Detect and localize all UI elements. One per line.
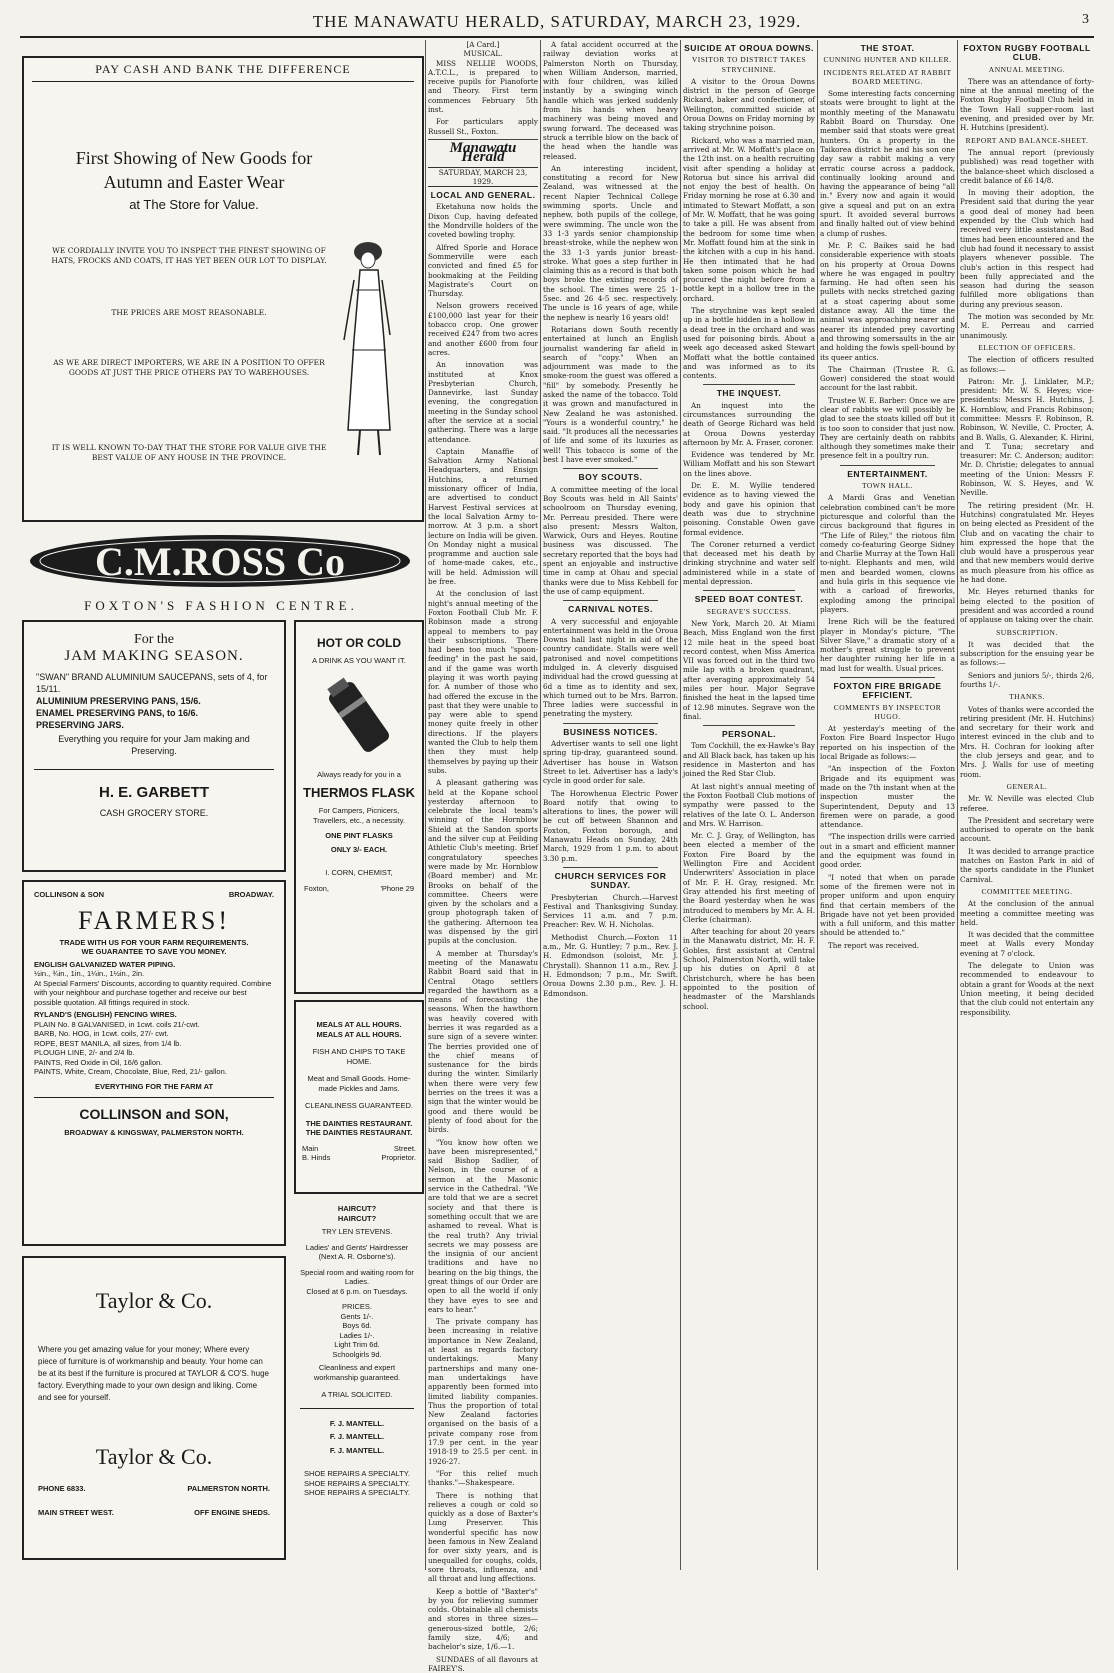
jam-item-saucepans: "SWAN" BRAND ALUMINIUM SAUCEPANS, sets of 4, for 15/11. [36, 672, 268, 694]
jam-item-everything: Everything you require for your Jam making and Preserving. [58, 734, 250, 756]
paragraph: In moving their adoption, the President said that during the year a good deal of money had been expended by the Club which had received very little assistance. Bad times had been encountered and the club had found it necessary to assist players whenever possible. The club's action in this respect had been fully appreciated and the season had during the season fulfilled more obligations than during any previous season. [960, 188, 1094, 309]
farmers-shop-name: COLLINSON and SON, [79, 1106, 229, 1122]
section-heading: CARNIVAL NOTES. [568, 604, 653, 615]
section-subheading: THANKS. [1009, 692, 1045, 702]
farmers-line5: At Special Farmers' Discounts, according to quantity required. Combine with your neighbour and purchase together and receive our best possible quotation. All fittings required in stock. [34, 978, 272, 1007]
farmers-line2: WE GUARANTEE TO SAVE YOU MONEY. [81, 947, 227, 956]
farmers-line13: EVERYTHING FOR THE FARM AT [94, 1081, 214, 1091]
ad-title-line1: First Showing of New Goods for [75, 148, 313, 168]
paragraph: Rickard, who was a married man, arrived at Mr. W. Moffatt's place on the 12th inst. on a health recruiting visit after spending a holiday at Rotorua but since his arrival did not enjoy the best of health. On Friday morning he rose at 6.30 and intimated to Stewart Moffatt, a son of Mr. W. Moffatt, that he was going to take a pill. He was absent from the bedroom for some time when Mr. Moffatt found him at the sink in the kitchen with a cup in his hand. He then intimated that he had taken some poison which he had procured the night before from a bottle kept in a hollow tree in the orchard. [683, 135, 815, 303]
meals-line5: CLEANLINESS GUARANTEED. [305, 1101, 413, 1110]
farmers-top-left: COLLINSON & SON [34, 890, 105, 899]
thermos-line7: ONLY 3/- EACH. [330, 844, 388, 854]
paragraph: A pleasant gathering was held at the Kopane school yesterday afternoon to celebrate the local team's winning of the Hornblow Shield at the Sandon sports and the silver cup at Feilding Athletic Club's meeting. Brief congratulatory speeches were made by Mr. Hornblow (Board member) and Mr. Brooks on behalf of the committee. Cheers were given by the scholars and a group photograph taken of the gathering. Afternoon tea was dispensed by the girl pupils at the conclusion. [428, 778, 538, 946]
ad-title-line3: at The Store for Value. [129, 197, 259, 212]
thermos-line2: A DRINK AS YOU WANT IT. [312, 656, 406, 665]
meals-line9: Street. [393, 1143, 416, 1153]
newspaper-flag: Manawatu Herald [449, 139, 517, 166]
farmers-line7: PLAIN No. 8 GALVANISED, in 1cwt. coils 21/-cwt. [34, 1019, 200, 1029]
section-subheading: ANNUAL MEETING. [988, 64, 1066, 74]
haircut-line14: A TRIAL SOLICITED. [321, 1390, 393, 1399]
section-subheading: GENERAL. [1006, 781, 1048, 791]
thermos-line8: I. CORN, CHEMIST, [325, 868, 393, 877]
meals-line1: MEALS AT ALL HOURS. [316, 1020, 402, 1029]
taylor-name-2: Taylor & Co. [95, 1444, 213, 1469]
meals-line7: THE DAINTIES RESTAURANT. [305, 1128, 413, 1137]
paragraph: An inquest into the circumstances surrounding the death of George Richard was held at Oroua Downs yesterday afternoon by Mr. A. Fraser, coroner. [683, 400, 815, 447]
section-subheading: SUBSCRIPTION. [996, 627, 1058, 637]
thermos-line10: 'Phone 29 [380, 883, 414, 893]
column-rule [680, 40, 681, 1570]
jam-item-jars: PRESERVING JARS. [36, 720, 124, 730]
paragraph: Patron: Mr. J. Linklater, M.P.; president: Mr. W. S. Heyes; vice-presidents: Messrs H. Hutchins, J. K. Hornblow, and Francis Robinson; committee: Messrs F. Robinson, R. Robinson, W. Neville, C. Procter, A. and B. Walls, G. Alexander, K. Hirini, and T. Tuna; secretary and treasurer: Mr. C. Anderson; auditor: Mr. D. Christie; delegates to annual meeting of the Union: Messrs F. Robinson, W. S. Heyes, and W. Neville. [960, 376, 1094, 498]
paragraph: It was decided that the subscription for the ensuing year be as follows:— [960, 639, 1094, 668]
masthead-title: THE MANAWATU HERALD, SATURDAY, MARCH 23, 1929. [312, 12, 802, 31]
meals-line4: Meat and Small Goods. Home-made Pickles and Jams. [307, 1074, 411, 1093]
column-local-news [428, 40, 538, 1673]
paragraph: At the conclusion of last night's annual meeting of the Foxton Football Club Mr. F. Robinson made a strong appeal to members to pay their subscriptions. There had been too much "spoon-feeding" in the past he said, and if the game was worth playing it was worth paying for. A number of those who had offered the excuse in the past that they were unable to pay were able to spend money quite freely in other directions. If the players wanted the Club to help them then they must help themselves by paying up their subs. [428, 589, 538, 775]
meals-line6: THE DAINTIES RESTAURANT. [305, 1118, 413, 1128]
jam-line2: JAM MAKING SEASON. [64, 648, 244, 664]
paragraph: The report was received. [828, 940, 920, 950]
column-rule [957, 40, 958, 1570]
paragraph: "An inspection of the Foxton Brigade and its equipment was made on the 7th instant when at the inspection muster the Superintendent, Deputy and 13 firemen were on parade, a good attendance. [820, 764, 955, 830]
column-rule [425, 40, 426, 1570]
paragraph: Evidence was tendered by Mr. William Moffatt and his son Stewart on the lines above. [683, 450, 815, 478]
section-heading: THE STOAT. [860, 43, 915, 53]
farmers-line12: PAINTS, White, Cream, Chocolate, Blue, Red, 21/- gallon. [34, 1067, 227, 1076]
paragraph: Tom Cockhill, the ex-Hawke's Bay and All Black back, has taken up his residence in Masterton and has joined the Red Star Club. [683, 741, 815, 779]
column-general-news [543, 40, 678, 1570]
meals-line3: FISH AND CHIPS TO TAKE HOME. [312, 1047, 406, 1066]
paragraph: The Horowhenua Electric Power Board notify that owing to alterations to lines, the power will be cut off between Shannon and Foxton, Foxton borough, and Manawatu Heads on Sunday, 24th March, 1929 from 1 p.m. to about 3.30 p.m. [543, 788, 678, 863]
paragraph: New York, March 20. At Miami Beach, Miss England won the first 12 mile heat in the speed boat record contest, when Miss America VII was forced out in the third two mile lap with a broken quadrant, after averaging approximately 54 miles per hour. Major Segrave finished the heat in the lapsed time of 12.98 minutes. Segrave won the final. [683, 618, 815, 721]
paragraph: After teaching for about 20 years in the Manawatu district, Mr. H. F. Gobles, first assistant at Central School, Palmerston North, will take up his duties on April 8 at Christchurch, where he has been appointed to the position of headmaster of the Marshlands school. [683, 927, 815, 1011]
ad-headline: PAY CASH AND BANK THE DIFFERENCE [95, 62, 351, 76]
thermos-line1: HOT OR COLD [317, 636, 401, 650]
haircut-line3: TRY LEN STEVENS. [321, 1227, 393, 1236]
haircut-line11: Light Trim 6d. [334, 1340, 380, 1349]
paragraph: Irene Rich will be the featured player in Monday's picture, "The Silver Slave," a dramatic story of a mother's great struggle to prevent her daughter ruining her life in a mad lust for wealth. Usual prices. [820, 617, 955, 673]
jam-item-alu-pans: ALUMINIUM PRESERVING PANS, 15/6. [36, 696, 201, 706]
paragraph: "For this relief much thanks."—Shakespeare. [428, 1468, 538, 1488]
paragraph: Seniors and juniors 5/-, thirds 2/6, fourths 1/-. [960, 670, 1094, 689]
paragraph: SUNDAES of all flavours at FAIREY'S. [428, 1654, 538, 1673]
paragraph: Alfred Sporle and Horace Sommerville were each convicted and fined £5 for bookmaking at the Feilding Magistrate's Court on Thursday. [428, 242, 538, 299]
issue-date: SATURDAY, MARCH 23, 1929. [428, 167, 538, 188]
meals-line8: Main [302, 1143, 319, 1153]
ross-logo [20, 530, 420, 600]
paragraph: The private company has been increasing in relative importance in New Zealand, at least as regards factory undertakings. Many partnerships and many one-man undertakings have apparently been formed into limited liability companies. Thus the proportion of total New Zealand factories organised on the basis of a private company rose from 17.9 per cent. in the year 1918-19 to 25.5 per cent. in 1926-27. [428, 1317, 538, 1466]
section-heading: PERSONAL. [721, 729, 777, 740]
paragraph: Keep a bottle of "Baxter's" by you for relieving summer colds. Obtainable all chemists and stores in three sizes—generous-sized bottle, 2/6; family size, 4/6; and bachelor's size, 1/6.—1. [428, 1586, 538, 1652]
taylor-body: Where you get amazing value for your money; Where every piece of furniture is of workmanship and beauty. Your home can be at its best if the furniture is procured at TAYLOR & CO'S. huge factory. Everything made to your own design and liking. Come and see for yourself. [38, 1345, 269, 1402]
paragraph: Mr. Heyes returned thanks for being elected to the position of president and was accorded a round of applause on taking over the chair. [960, 587, 1094, 625]
paragraph: A Mardi Gras and Venetian celebration combined can't be more picturesque and colorful than the circus background that figures in "The Life of Riley," the riotous film comedy co-featuring George Sidney and Charlie Murray at the Town Hall to-night. Elephants and men, wild men and bearded women, clowns and hula girls in this sequence vie with a carload of fireworks, exploding among the principal players. [820, 493, 955, 614]
mantell-shoe1: SHOE REPAIRS A SPECIALTY. [304, 1469, 410, 1478]
section-heading: BOY SCOUTS. [578, 472, 643, 483]
section-subheading: TOWN HALL. [861, 481, 914, 491]
haircut-line6: Closed at 6 p.m. on Tuesdays. [306, 1286, 408, 1296]
farmers-line11: PAINTS, Red Oxide in Oil, 16/6 gallon. [34, 1057, 163, 1067]
card-label: [A Card.] [466, 40, 500, 49]
taylor-phone: PHONE 6833. [38, 1484, 86, 1493]
ross-logo-text: C.M.ROSS Co [94, 539, 346, 584]
column-suicide-report [683, 40, 815, 1570]
farmers-line6: RYLAND'S (ENGLISH) FENCING WIRES. [34, 1010, 177, 1019]
farmers-line1: TRADE WITH US FOR YOUR FARM REQUIREMENTS. [59, 937, 249, 947]
ad-thermos [294, 620, 424, 994]
mantell-line1: F. J. MANTELL. [329, 1418, 385, 1428]
paragraph: Some interesting facts concerning stoats were brought to light at the monthly meeting of the Manawatu Rabbit Board on Thursday. One member said that stoats were great hunters. On a property in the Taikorea district he and his son one day saw a rabbit making a very erratic course across a paddock, continually looking around and having the appearance of being "all in." Every now and again it would give a squeal and put on an extra spurt. It avoided several burrows and finally halted out of view behind a clump of rushes. [820, 89, 955, 238]
paragraph: The delegate to Union was recommended to endeavour to obtain a grant for Woods at the next Union meeting, it being decided that the club could not entertain any responsibility. [960, 961, 1094, 1017]
section-subheading: COMMENTS BY INSPECTOR HUGO. [833, 702, 942, 721]
taylor-depot: OFF ENGINE SHEDS. [194, 1507, 270, 1517]
paragraph: Nelson growers received £100,000 last year for their tobacco crop. One grower received £247 from two acres and another £600 from four acres. [428, 301, 538, 357]
paragraph: A fatal accident occurred at the railway deviation works at Palmerston North on Thursday, when William Anderson, married, with four children, was killed instantly by a swinging winch handle which was jerked suddenly from his hands when heavy machinery was being moved and swung forward. The deceased was struck a terrible blow on the back of the head when the handle was released. [543, 40, 678, 161]
ad-para-4: IT IS WELL KNOWN TO-DAY THAT THE STORE FOR VALUE GIVE THE BEST VALUE OF ANY HOUSE IN THE PROVINCE. [51, 443, 327, 462]
jam-item-enamel-pans: ENAMEL PRESERVING PANS, to 16/6. [36, 708, 199, 718]
paragraph: Mr. C. J. Gray, of Wellington, has been elected a member of the Foxton Fire Board by the Wellington Fire and Accident Underwriters' Association in place of Mr. F. H. Gray, resigned. Mr. Gray attended his first meeting of the Board yesterday when he was introduced to members by Mr. A. H. Clerke (chairman). [683, 831, 815, 924]
ad-para-2: THE PRICES ARE MOST REASONABLE. [111, 308, 267, 317]
paragraph: Rotarians down South recently entertained at lunch an English journalist wandering far afield in search of "copy." When an adjournment was made to the smoke-room the guest was offered a "fill" by somebody. Presently he asked the name of the tobacco. Told it was grown and manufactured in New Zealand he was astonished. "Yours is a wonderful country," he said. "It produces all the necessaries of life and some of its luxuries as well! This tobacco is some of the best I have ever smoked." [543, 324, 678, 465]
section-heading: THE INQUEST. [716, 388, 782, 399]
fashion-illustration [330, 230, 400, 460]
jam-shop-sub: CASH GROCERY STORE. [99, 808, 209, 818]
section-heading: BUSINESS NOTICES. [563, 726, 658, 737]
meals-line11: Proprietor. [381, 1153, 416, 1162]
mantell-line2: F. J. MANTELL. [329, 1432, 385, 1441]
ad-taylor [22, 1256, 286, 1560]
section-heading: LOCAL AND GENERAL. [430, 190, 536, 201]
ad-para-3: AS WE ARE DIRECT IMPORTERS, WE ARE IN A POSITION TO OFFER GOODS AT JUST THE PRICE OTHERS PAY TO WAREHOUSES. [53, 358, 325, 377]
section-heading: ENTERTAINMENT. [847, 468, 928, 479]
taylor-name: Taylor & Co. [95, 1288, 213, 1313]
farmers-line8: BARB, No. HOG, in 1cwt. coils, 27/- cwt. [34, 1029, 169, 1038]
masthead [20, 12, 1094, 38]
paragraph: It was decided to arrange practice matches on Easton Park in aid of the sports candidate in the Plunket Carnival. [960, 846, 1094, 884]
ad-meals [294, 1000, 424, 1194]
paragraph: The motion was seconded by Mr. M. E. Perreau and carried unanimously. [960, 312, 1094, 340]
paragraph: Trustee W. E. Barber: Once we are clear of rabbits we will possibly be glad to see the stoats killed off but it is too soon to consider that just now. They are certainly death on rabbits although they sometimes make their presence felt in a poultry run. [820, 395, 955, 461]
paragraph: Captain Manaffie of Salvation Army National Headquarters, and Ensign Hutchins, a returned missionary officer of India, are advertised to conduct Harvest Festival services at the local Salvation Army to-morrow. At 3 p.m. a short lecture on India will be given. On Monday night a musical programme and auction sale of home-made cakes, etc., will be held. Admission will be free. [428, 446, 538, 587]
ad-title-line2: Autumn and Easter Wear [103, 172, 285, 192]
thermos-line5: For Campers, Picnicers, Travellers, etc., a necessity. [312, 806, 406, 825]
musical-heading: MUSICAL. [463, 49, 503, 59]
section-subheading: VISITOR TO DISTRICT TAKES STRYCHNINE. [691, 55, 807, 74]
section-subheading: INCIDENTS RELATED AT RABBIT BOARD MEETING. [823, 67, 952, 86]
paragraph: "You know how often we have been misrepresented," said Bishop Sadlier, of Nelson, in the course of a sermon at the Masonic service in the Cathedral. "We are told that we are a secret society and that there is something occult that we are ashamed to reveal. What is the real truth? Any trivial secrets we may possess are the insignia of our ancient traditions and have no bearing on the big things, the great things of our Order are open to all the world if only they have eyes to see and ears to hear." [428, 1137, 538, 1314]
meals-line2: MEALS AT ALL HOURS. [316, 1029, 402, 1039]
paragraph: The President and secretary were authorised to operate on the bank account. [960, 815, 1094, 844]
jam-line1: For the [133, 632, 175, 647]
farmers-title: FARMERS! [77, 905, 231, 935]
haircut-line12: Schoolgirls 9d. [332, 1349, 382, 1359]
paragraph: Presbyterian Church.—Harvest Festival and Thanksgiving Sunday. Services 11 a.m. and 7 p.m. Preacher: Rev. W. H. Nicholas. [543, 892, 678, 930]
meals-line10: B. Hinds [302, 1153, 331, 1162]
paragraph: There was an attendance of forty-nine at the annual meeting of the Foxton Rugby Football Club held in the Town Hall supper-room last evening, and presided over by Mr. H. Hutchins (president). [960, 76, 1094, 133]
paragraph: At the conclusion of the annual meeting a committee meeting was held. [960, 899, 1094, 927]
haircut-line10: Ladies 1/-. [339, 1330, 375, 1340]
ad-farmers [22, 880, 286, 1246]
paragraph: At last night's annual meeting of the Foxton Football Club motions of sympathy were passed to the relatives of the late O. L. Anderson and Mrs. W. Harrison. [683, 781, 815, 828]
section-heading: FOXTON FIRE BRIGADE EFFICIENT. [833, 681, 942, 701]
haircut-line9: Boys 6d. [342, 1321, 372, 1330]
paragraph: "The inspection drills were carried out in a smart and efficient manner and the equipment was found in good order. [820, 832, 955, 870]
section-subheading: CUNNING HUNTER AND KILLER. [823, 55, 952, 65]
haircut-line5: Special room and waiting room for Ladies. [300, 1267, 414, 1286]
paragraph: "I noted that when on parade some of the firemen were not in proper uniform and upon enquiry find that certain members of the Brigade have not yet been provided with a full uniform, and this matter should be attended to." [820, 872, 955, 938]
jam-shop-name: H. E. GARBETT [98, 784, 209, 801]
column-rule [817, 40, 818, 1570]
farmers-shop-address: BROADWAY & KINGSWAY, PALMERSTON NORTH. [64, 1128, 244, 1137]
paragraph: Advertiser wants to sell one light spring tip-dray, guaranteed sound. Advertiser has house in Watson Street to let. Advertiser has a lady's cycle in good order for sale. [543, 739, 678, 786]
paragraph: A member at Thursday's meeting of the Manawatu Rabbit Board said that in Central Otago settlers regarded the hawthorn as a means of forecasting the seasons. When the hawthorn was heavily covered with berries it was regarded as a sure sign of a severe winter. The berries provided one of the chief means of sustenance for the birds during the winter. Similarly when there were very few berries on the trees it was a sign that the winter would be good and there would be plenty of food about for the birds. [428, 948, 538, 1135]
section-heading: FOXTON RUGBY FOOTBALL CLUB. [963, 43, 1091, 63]
ad-para-1: WE CORDIALLY INVITE YOU TO INSPECT THE FINEST SHOWING OF HATS, FROCKS AND COATS, IT HAS YET BEEN OUR LOT TO DISPLAY. [51, 246, 327, 265]
column-rule [540, 40, 541, 1570]
section-subheading: COMMITTEE MEETING. [981, 886, 1073, 896]
paragraph: Methodist Church.—Foxton 11 a.m., Mr. G. Huntley; 7 p.m., Rev. J. H. Edmondson (soloist, Mr. J. Chrystall). Shannon 11 a.m., Rev. J. H. Edmondson; 7 p.m., Mr. Swift. Oroua Downs 2.30 p.m., Rev. J. H. Edmondson. [543, 932, 678, 998]
paragraph: Eketahuna now holds the Dixon Cup, having defeated the Mondrville holders of the coveted bowling trophy. [428, 202, 538, 240]
thermos-line4: THERMOS FLASK [303, 785, 415, 800]
paragraph: MISS NELLIE WOODS, A.T.C.L., is prepared to receive pupils for Pianoforte and Theory. First term commences February 5th inst. [428, 58, 538, 115]
paragraph: Mr. P. C. Baikes said he had considerable experience with stoats on his property at Oroua Downs where he was engaged in poultry farming. He had often seen his pullets with necks stretched gazing at a stoat capering about some distance away. All the time the animal was approaching nearer and nearer its intended prey cavorting and throwing somersaults in the air and holding the fowls spell-bound by its queer antics. [820, 240, 955, 362]
thermos-flask-illustration [309, 672, 409, 762]
ross-tagline: FOXTON'S FASHION CENTRE. [84, 598, 358, 613]
section-heading: SUICIDE AT OROUA DOWNS. [684, 43, 814, 53]
ad-jam-making [22, 620, 286, 872]
section-heading: CHURCH SERVICES FOR SUNDAY. [554, 870, 667, 891]
paragraph: The Coroner returned a verdict that deceased met his death by drinking strychnine and water self administered while in a state of mental depression. [683, 539, 815, 587]
haircut-line8: Gents 1/-. [340, 1311, 374, 1321]
column-stoat-report [820, 40, 955, 1570]
paragraph: Dr. E. M. Wyllie tendered evidence as to having viewed the body and gave his opinion that death was due to strychnine poisoning. Constable Owen gave formal evidence. [683, 481, 815, 537]
paragraph: Votes of thanks were accorded the retiring president (Mr. H. Hutchins) and secretary for their work and interest evinced in the club and to Mrs. H. Cochran for looking after the club jerseys and gear, and to Mrs. J. Walls for use of meeting room. [960, 704, 1094, 779]
haircut-line7: PRICES. [341, 1302, 372, 1311]
paragraph: A committee meeting of the local Boy Scouts was held in All Saints' schoolroom on Thursday evening, Mr. Perreau presided. There were also present: Messrs Walton, Warwick, Ours and Heyes. Routine business was discussed. The secretary reported that the boys had spent an enjoyable and instructive time in camp at Ohau and special thanks were due to Miss Kebbell for the use of camp equipment. [543, 484, 678, 596]
haircut-line13: Cleanliness and expert workmanship guaranteed. [313, 1363, 401, 1382]
taylor-street: MAIN STREET WEST. [38, 1507, 114, 1517]
taylor-city: PALMERSTON NORTH. [187, 1484, 270, 1493]
section-heading: SPEED BOAT CONTEST. [694, 594, 804, 605]
mantell-shoe3: SHOE REPAIRS A SPECIALTY. [304, 1488, 410, 1497]
paragraph: A visitor to the Oroua Downs district in the person of George Rickard, baker and confectioner, of Wellington, committed suicide at Oroua Downs on Friday morning by taking strychnine poison. [683, 76, 815, 133]
paragraph: A very successful and enjoyable entertainment was held in the Oroua Downs hall last night in aid of the country candidate. Stalls were well patronised and novel competitions indulged in. A cleverly disguised individual had the crowd guessing at 6d a time as to identity and sex, which turned out to be Mrs. Barron. Three ladies were successful in penetrating the mystery. [543, 616, 678, 719]
paragraph: The election of officers resulted as follows:— [960, 355, 1094, 374]
paragraph: At yesterday's meeting of the Foxton Fire Board Inspector Hugo reported on his inspection of the local Brigade as follows:— [820, 724, 955, 762]
farmers-line10: PLOUGH LINE, 2/- and 2/4 lb. [34, 1048, 135, 1057]
paragraph: An innovation was instituted at Knox Presbyterian Church, Dannevirke, last Sunday evening, the congregation meeting in the Sunday school after the service at a social gathering. There was a large attendance. [428, 360, 538, 444]
thermos-line6: ONE PINT FLASKS [325, 831, 393, 840]
section-subheading: ELECTION OF OFFICERS. [978, 342, 1076, 352]
mantell-shoe2: SHOE REPAIRS A SPECIALTY. [304, 1478, 410, 1488]
paragraph: It was decided that the committee meet at Walls every Monday evening at 7 o'clock. [960, 930, 1094, 958]
thermos-line3: Always ready for you in a [317, 769, 401, 779]
paragraph: The Chairman (Trustee R. G. Gower) considered the stoat would account for the last rabbit. [820, 364, 955, 393]
farmers-line3: ENGLISH GALVANIZED WATER PIPING. [34, 959, 176, 969]
haircut-line2: HAIRCUT? [337, 1213, 377, 1223]
page-number: 3 [1082, 12, 1090, 27]
paragraph: An interesting incident, constituting a record for New Zealand, was witnessed at the recent Napier Technical College swimming sports. Uncle and nephew, both pupils of the college, were swimming. The uncle won the 33 1-3 yards senior championship breast-stroke, while the nephew won the 33 1-3 yards junior breast-stroke. What goes a step further in claiming this as a record is that both boys broke the existing records of the school. The times were 25 1-5sec. and 26 4-5 sec. respectively. The uncle is 16 years of age, while the nephew is nearly 16 years old! [543, 163, 678, 322]
mantell-line3: F. J. MANTELL. [329, 1445, 385, 1455]
paragraph: For particulars apply Russell St., Foxton. [428, 117, 538, 136]
section-subheading: REPORT AND BALANCE-SHEET. [965, 135, 1089, 145]
section-subheading: SEGRAVE'S SUCCESS. [706, 606, 792, 616]
farmers-line4: ½in., ¾in., 1in., 1¼in., 1½in., 2in. [34, 969, 145, 978]
farmers-top-right: BROADWAY. [228, 890, 274, 899]
paragraph: Mr. W. Neville was elected Club referee. [960, 794, 1094, 813]
paragraph: The annual report (previously published) was read together with the balance-sheet which disclosed a credit balance of £6 14/8. [960, 147, 1094, 185]
haircut-line1: HAIRCUT? [337, 1204, 377, 1213]
paragraph: The strychnine was kept sealed up in a bottle hidden in a hollow in a dead tree in the orchard and was used for poisoning birds. About a week ago deceased asked Stewart Moffatt what the bottle contained and was informed as to its contents. [683, 306, 815, 381]
farmers-line9: ROPE, BEST MANILA, all sizes, from 1/4 lb. [34, 1038, 182, 1048]
column-rugby-club [960, 40, 1094, 1570]
ad-haircut-column [294, 1196, 420, 1566]
paragraph: There is nothing that relieves a cough or cold so quickly as a dose of Baxter's Lung Preserver. This wonderful specific has now been famous in New Zealand for over sixty years, and is unequalled for coughs, colds, sore throats, influenza, and all throat and lung affections. [428, 1490, 538, 1584]
haircut-line4: Ladies' and Gents' Hairdresser (Next A. R. Osborne's). [305, 1242, 409, 1261]
paragraph: The retiring president (Mr. H. Hutchins) congratulated Mr. Heyes on being elected as President of the Club and on vacating the chair to him expressed the hope that the club would have a prosperous year and that new members would derive as much pleasure from his office as he had done. [960, 500, 1094, 585]
thermos-line9: Foxton, [304, 883, 330, 893]
